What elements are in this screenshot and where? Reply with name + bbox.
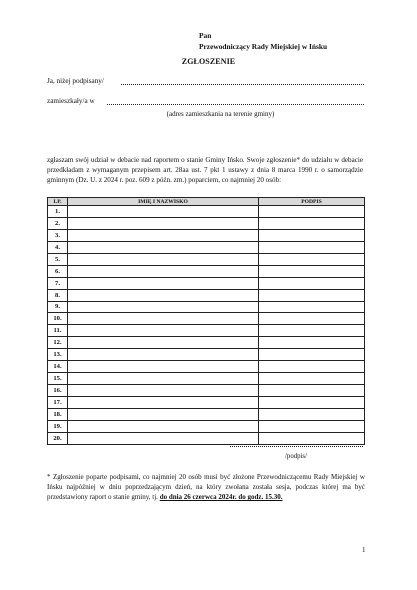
table-row bbox=[48, 349, 365, 361]
name-cell[interactable] bbox=[68, 373, 259, 385]
recipient-block bbox=[199, 30, 327, 52]
signature-cell[interactable] bbox=[259, 289, 365, 301]
signature-cell[interactable] bbox=[259, 301, 365, 313]
signature-label: /podpis/ bbox=[285, 453, 307, 460]
signature-cell[interactable] bbox=[259, 397, 365, 409]
table-row bbox=[48, 432, 365, 444]
table-row bbox=[48, 206, 365, 218]
table-row bbox=[48, 253, 365, 265]
signature-cell[interactable] bbox=[259, 253, 365, 265]
signature-table bbox=[47, 197, 365, 445]
signature-cell[interactable] bbox=[259, 313, 365, 325]
table-row bbox=[48, 373, 365, 385]
table-row bbox=[48, 241, 365, 253]
name-field-dots[interactable] bbox=[121, 84, 364, 85]
name-cell[interactable] bbox=[68, 361, 259, 373]
signature-cell[interactable] bbox=[259, 432, 365, 444]
footnote-text: * Zgłoszenie poparte podpisami, co najmniej 20 osób musi być złożone Przewodniczącemu Rady Miejskiej w Ińsku najpóźniej w dniu poprzedzającym dzień, na który zwołana została sesja, podczas której ma być przedstawiony raport o stanie gminy, tj. bbox=[47, 473, 365, 502]
table-header-row bbox=[48, 198, 365, 206]
page-number: 1 bbox=[362, 546, 366, 554]
name-field-line bbox=[47, 77, 364, 86]
row-number: 5. bbox=[48, 253, 68, 265]
table-row bbox=[48, 217, 365, 229]
signature-cell[interactable] bbox=[259, 229, 365, 241]
name-cell[interactable] bbox=[68, 217, 259, 229]
row-number: 7. bbox=[48, 277, 68, 289]
recipient-title: Przewodniczący Rady Miejskiej w Ińsku bbox=[199, 42, 328, 51]
table-row bbox=[48, 385, 365, 397]
table-row bbox=[48, 277, 365, 289]
row-number: 10. bbox=[48, 313, 68, 325]
table-row bbox=[48, 229, 365, 241]
name-cell[interactable] bbox=[68, 206, 259, 218]
signature-cell[interactable] bbox=[259, 408, 365, 420]
row-number: 15. bbox=[48, 373, 68, 385]
row-number: 14. bbox=[48, 361, 68, 373]
name-cell[interactable] bbox=[68, 277, 259, 289]
signature-cell[interactable] bbox=[259, 325, 365, 337]
header-signature: PODPIS bbox=[259, 198, 365, 206]
residence-field-line bbox=[47, 97, 364, 106]
row-number: 19. bbox=[48, 420, 68, 432]
table-row bbox=[48, 361, 365, 373]
name-cell[interactable] bbox=[68, 337, 259, 349]
name-cell[interactable] bbox=[68, 253, 259, 265]
table-row bbox=[48, 397, 365, 409]
row-number: 12. bbox=[48, 337, 68, 349]
name-cell[interactable] bbox=[68, 229, 259, 241]
name-cell[interactable] bbox=[68, 420, 259, 432]
signature-cell[interactable] bbox=[259, 373, 365, 385]
table-row bbox=[48, 337, 365, 349]
residence-field-label: zamieszkały/a w bbox=[47, 97, 95, 105]
table-row bbox=[48, 325, 365, 337]
header-name: IMIĘ I NAZWISKO bbox=[68, 198, 259, 206]
signature-cell[interactable] bbox=[259, 337, 365, 349]
signature-cell[interactable] bbox=[259, 349, 365, 361]
row-number: 6. bbox=[48, 265, 68, 277]
row-number: 8. bbox=[48, 289, 68, 301]
row-number: 18. bbox=[48, 408, 68, 420]
signature-cell[interactable] bbox=[259, 241, 365, 253]
table-row bbox=[48, 265, 365, 277]
signature-dots[interactable] bbox=[230, 446, 363, 447]
table-row bbox=[48, 313, 365, 325]
name-cell[interactable] bbox=[68, 385, 259, 397]
signature-cell[interactable] bbox=[259, 206, 365, 218]
signature-cell[interactable] bbox=[259, 361, 365, 373]
row-number: 16. bbox=[48, 385, 68, 397]
name-cell[interactable] bbox=[68, 397, 259, 409]
signature-cell[interactable] bbox=[259, 385, 365, 397]
signature-cell[interactable] bbox=[259, 277, 365, 289]
name-cell[interactable] bbox=[68, 432, 259, 444]
name-cell[interactable] bbox=[68, 313, 259, 325]
table-row bbox=[48, 408, 365, 420]
table-row bbox=[48, 301, 365, 313]
table-row bbox=[48, 420, 365, 432]
row-number: 13. bbox=[48, 349, 68, 361]
header-lp: LP. bbox=[48, 198, 68, 206]
name-cell[interactable] bbox=[68, 301, 259, 313]
footnote-deadline: do dnia 26 czerwca 2024r. do godz. 15.30. bbox=[159, 493, 283, 502]
name-cell[interactable] bbox=[68, 289, 259, 301]
row-number: 1. bbox=[48, 206, 68, 218]
residence-field-dots[interactable] bbox=[107, 104, 364, 105]
residence-hint: (adres zamieszkania na terenie gminy) bbox=[166, 110, 275, 118]
signature-cell[interactable] bbox=[259, 265, 365, 277]
row-number: 9. bbox=[48, 301, 68, 313]
name-cell[interactable] bbox=[68, 408, 259, 420]
footnote bbox=[47, 472, 365, 502]
table-row bbox=[48, 289, 365, 301]
row-number: 4. bbox=[48, 241, 68, 253]
row-number: 11. bbox=[48, 325, 68, 337]
name-cell[interactable] bbox=[68, 265, 259, 277]
name-cell[interactable] bbox=[68, 241, 259, 253]
name-cell[interactable] bbox=[68, 325, 259, 337]
recipient-salutation: Pan bbox=[199, 31, 212, 40]
declaration-paragraph: zgłaszam swój udział w debacie nad raportem o stanie Gminy Ińsko. Swoje zgłoszenie* do udziału w debacie przedkładam z wymaganym przepisem art. 28aa ust. 7 pkt 1 ustawy z dnia 8 marca 1990 r. o samorządzie gminnym (Dz. U. z 2024 r. poz. 609 z późn. zm.) poparciem, co najmniej 20 osób: bbox=[47, 156, 363, 185]
row-number: 20. bbox=[48, 432, 68, 444]
name-field-label: Ja, niżej podpisany/ bbox=[47, 77, 104, 85]
document-title: ZGŁOSZENIE bbox=[181, 57, 236, 66]
row-number: 17. bbox=[48, 397, 68, 409]
signature-cell[interactable] bbox=[259, 420, 365, 432]
row-number: 3. bbox=[48, 229, 68, 241]
name-cell[interactable] bbox=[68, 349, 259, 361]
row-number: 2. bbox=[48, 217, 68, 229]
signature-cell[interactable] bbox=[259, 217, 365, 229]
